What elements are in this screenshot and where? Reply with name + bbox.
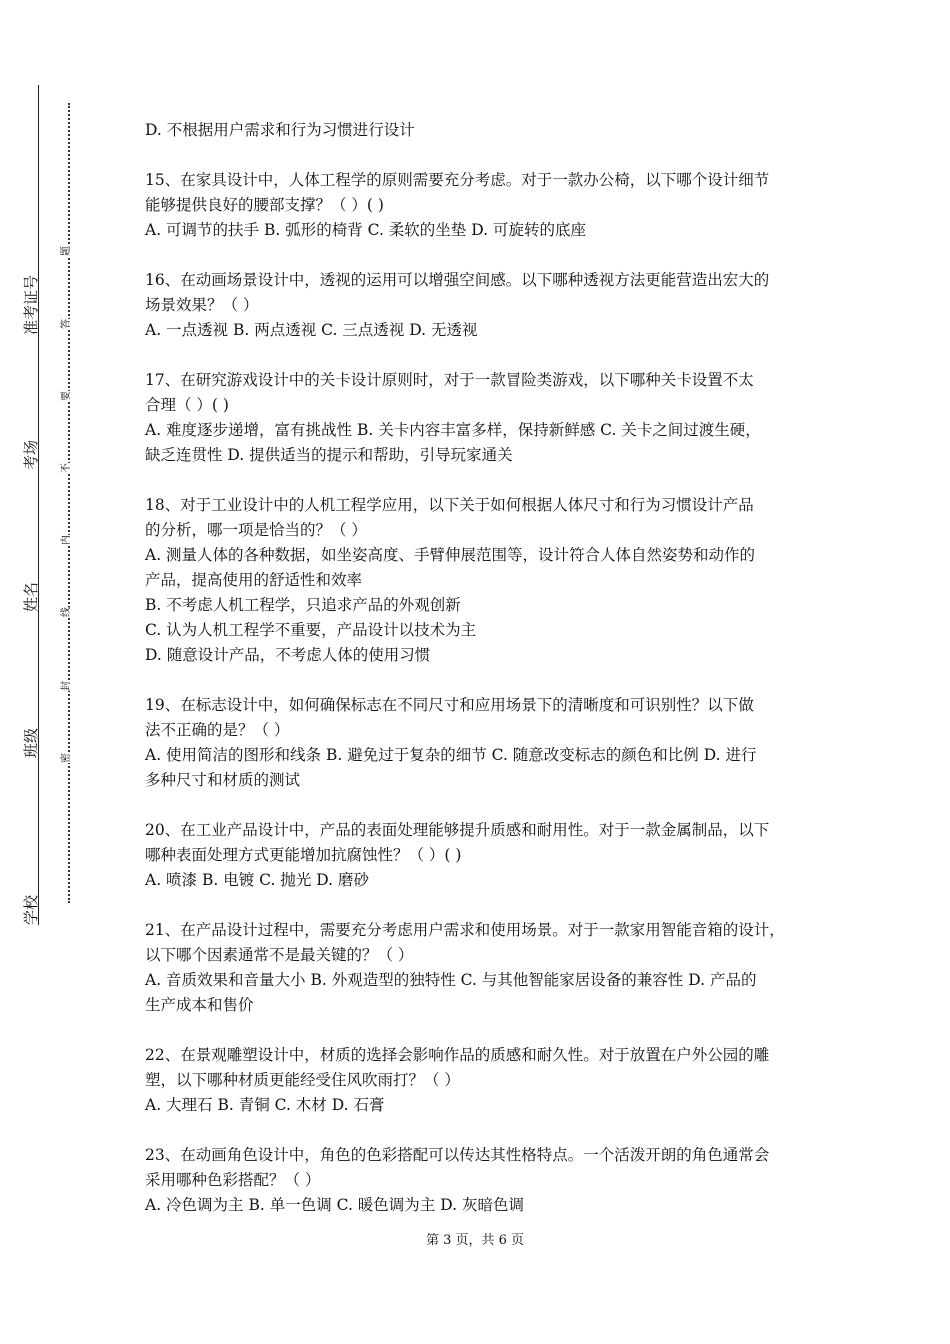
question-15 xyxy=(145,168,825,243)
question-list xyxy=(145,118,825,1243)
field-school: 学校 xyxy=(22,894,40,925)
seal-char: 封 xyxy=(61,681,72,691)
question-options: 产品，提高使用的舒适性和效率 xyxy=(145,571,363,589)
question-options: A. 喷漆 B. 电镀 C. 抛光 D. 磨砂 xyxy=(145,871,369,889)
question-22 xyxy=(145,1043,825,1118)
seal-char: 密 xyxy=(61,753,72,763)
question-options: D. 随意设计产品，不考虑人体的使用习惯 xyxy=(145,646,431,664)
question-line: 合理（ ）( ) xyxy=(145,396,229,414)
seal-char: 不 xyxy=(61,463,72,473)
question-options: A. 难度逐步递增，富有挑战性 B. 关卡内容丰富多样，保持新鲜感 C. 关卡之间过渡生硬， xyxy=(145,421,761,439)
question-line: 法不正确的是？（ ） xyxy=(145,721,290,739)
question-options: 缺乏连贯性 D. 提供适当的提示和帮助，引导玩家通关 xyxy=(145,446,513,464)
question-23 xyxy=(145,1143,825,1218)
seal-dotted-line xyxy=(68,103,70,903)
question-line: 16、在动画场景设计中，透视的运用可以增强空间感。以下哪种透视方法更能营造出宏大的 xyxy=(145,271,770,289)
question-19 xyxy=(145,693,825,793)
question-line: 能够提供良好的腰部支撑？（ ）( ) xyxy=(145,196,384,214)
question-options: A. 音质效果和音量大小 B. 外观造型的独特性 C. 与其他智能家居设备的兼容性 D. 产品的 xyxy=(145,971,757,989)
question-14-tail xyxy=(145,118,825,143)
question-line: 20、在工业产品设计中，产品的表面处理能够提升质感和耐用性。对于一款金属制品，以下 xyxy=(145,821,770,839)
question-line: 18、对于工业设计中的人机工程学应用，以下关于如何根据人体尺寸和行为习惯设计产品 xyxy=(145,496,754,514)
question-line: 17、在研究游戏设计中的关卡设计原则时，对于一款冒险类游戏，以下哪种关卡设置不太 xyxy=(145,371,754,389)
page-number: 第 3 页，共 6 页 xyxy=(425,1233,525,1248)
question-options: B. 不考虑人机工程学，只追求产品的外观创新 xyxy=(145,596,461,614)
question-line: 15、在家具设计中，人体工程学的原则需要充分考虑。对于一款办公椅，以下哪个设计细节 xyxy=(145,171,770,189)
binding-margin xyxy=(28,85,88,925)
question-options: 多种尺寸和材质的测试 xyxy=(145,771,301,789)
seal-char: 内 xyxy=(61,535,72,545)
seal-char: 题 xyxy=(61,246,72,256)
question-options: A. 冷色调为主 B. 单一色调 C. 暖色调为主 D. 灰暗色调 xyxy=(145,1196,524,1214)
question-21 xyxy=(145,918,825,1018)
question-line: 场景效果？（ ） xyxy=(145,296,259,314)
question-options: A. 大理石 B. 青铜 C. 木材 D. 石膏 xyxy=(145,1096,385,1114)
question-line: 21、在产品设计过程中，需要充分考虑用户需求和使用场景。对于一款家用智能音箱的设计， xyxy=(145,921,785,939)
field-class: 班级 xyxy=(22,727,40,758)
seal-char: 线 xyxy=(61,607,72,617)
question-line: D. 不根据用户需求和行为习惯进行设计 xyxy=(145,121,415,139)
question-20 xyxy=(145,818,825,893)
question-line: 哪种表面处理方式更能增加抗腐蚀性？（ ）( ) xyxy=(145,846,462,864)
question-18 xyxy=(145,493,825,668)
field-exam-room: 考场 xyxy=(22,439,40,470)
field-name: 姓名 xyxy=(22,581,40,612)
question-16 xyxy=(145,268,825,343)
question-options: C. 认为人机工程学不重要，产品设计以技术为主 xyxy=(145,621,477,639)
question-line: 的分析，哪一项是恰当的？（ ） xyxy=(145,521,367,539)
question-line: 19、在标志设计中，如何确保标志在不同尺寸和应用场景下的清晰度和可识别性？以下做 xyxy=(145,696,754,714)
question-options: A. 测量人体的各种数据，如坐姿高度、手臂伸展范围等，设计符合人体自然姿势和动作的 xyxy=(145,546,756,564)
question-options: A. 一点透视 B. 两点透视 C. 三点透视 D. 无透视 xyxy=(145,321,478,339)
question-line: 以下哪个因素通常不是最关键的？（ ） xyxy=(145,946,414,964)
question-options: A. 使用简洁的图形和线条 B. 避免过于复杂的细节 C. 随意改变标志的颜色和比例 D. 进行 xyxy=(145,746,757,764)
seal-char: 答 xyxy=(61,319,72,329)
question-line: 塑，以下哪种材质更能经受住风吹雨打？（ ） xyxy=(145,1071,460,1089)
question-options: 生产成本和售价 xyxy=(145,996,254,1014)
question-line: 采用哪种色彩搭配？（ ） xyxy=(145,1171,321,1189)
question-17 xyxy=(145,368,825,468)
seal-char: 要 xyxy=(61,391,72,401)
question-line: 23、在动画角色设计中，角色的色彩搭配可以传达其性格特点。一个活泼开朗的角色通常会 xyxy=(145,1146,770,1164)
field-exam-number: 准考证号 xyxy=(22,274,40,335)
question-options: A. 可调节的扶手 B. 弧形的椅背 C. 柔软的坐垫 D. 可旋转的底座 xyxy=(145,221,586,239)
binding-solid-line xyxy=(38,85,39,925)
question-line: 22、在景观雕塑设计中，材质的选择会影响作品的质感和耐久性。对于放置在户外公园的雕 xyxy=(145,1046,770,1064)
